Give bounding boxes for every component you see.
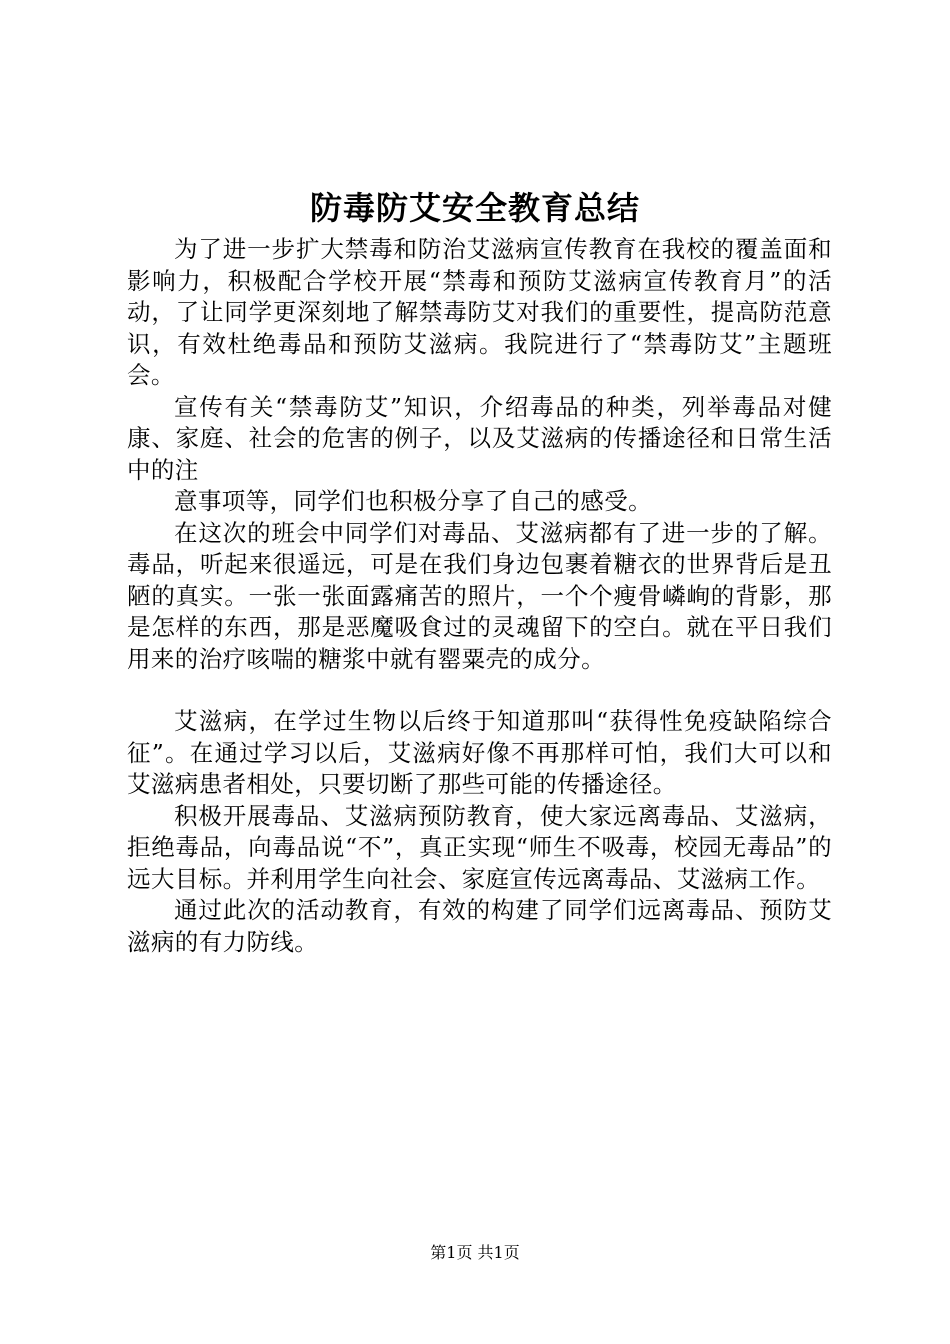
paragraph-conclusion: 通过此次的活动教育，有效的构建了同学们远离毒品、预防艾滋病的有力防线。 — [127, 896, 832, 956]
paragraph-publicity-continued: 意事项等，同学们也积极分享了自己的感受。 — [174, 487, 652, 515]
paragraph-publicity: 宣传有关“禁毒防艾”知识，介绍毒品的种类，列举毒品对健康、家庭、社会的危害的例子，以及艾滋病的传播途径和日常生活中的注 — [127, 392, 832, 484]
paragraph-prevention: 积极开展毒品、艾滋病预防教育，使大家远离毒品、艾滋病，拒绝毒品，向毒品说“不”，真正实现“师生不吸毒，校园无毒品”的远大目标。并利用学生向社会、家庭宣传远离毒品、艾滋病工作。 — [127, 801, 832, 893]
paragraph-intro: 为了进一步扩大禁毒和防治艾滋病宣传教育在我校的覆盖面和影响力，积极配合学校开展“禁毒和预防艾滋病宣传教育月”的活动，了让同学更深刻地了解禁毒防艾对我们的重要性，提高防范意识，有效杜绝毒品和预防艾滋病。我院进行了“禁毒防艾”主题班会。 — [127, 235, 832, 389]
document-title: 防毒防艾安全教育总结 — [309, 189, 640, 227]
document-body — [127, 234, 832, 958]
page-footer: 第1页 共1页 — [430, 1243, 520, 1262]
paragraph-drugs: 在这次的班会中同学们对毒品、艾滋病都有了进一步的了解。毒品，听起来很遥远，可是在我们身边包裹着糖衣的世界背后是丑陋的真实。一张一张面露痛苦的照片，一个个瘦骨嶙峋的背影，那是怎样的东西，那是恶魔吸食过的灵魂留下的空白。就在平日我们用来的治疗咳喘的糖浆中就有罂粟壳的成分。 — [127, 518, 832, 673]
paragraph-aids: 艾滋病，在学过生物以后终于知道那叫“获得性免疫缺陷综合征”。在通过学习以后，艾滋病好像不再那样可怕，我们大可以和艾滋病患者相处，只要切断了那些可能的传播途径。 — [127, 707, 832, 798]
